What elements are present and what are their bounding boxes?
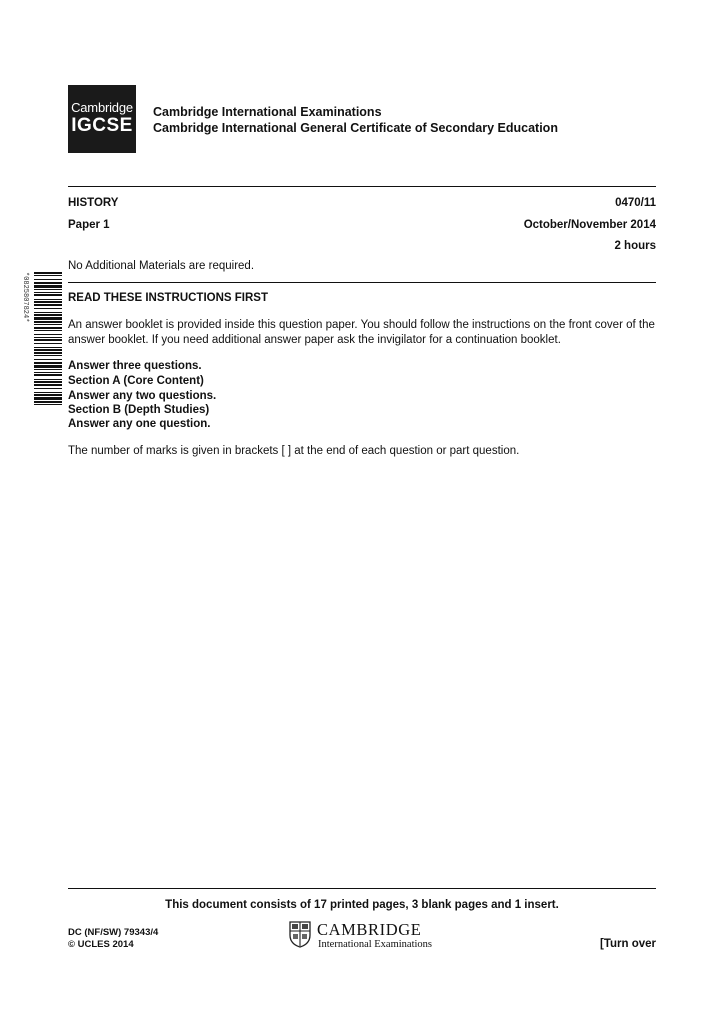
instructions-paragraph: An answer booklet is provided inside this question paper. You should follow the instructions on the front cover of the answer booklet. If you need additional answer paper ask the invigilator for a continuation booklet. [68, 319, 655, 346]
paper-number: Paper 1 [68, 219, 110, 231]
candidate-barcode [34, 272, 62, 406]
footer-rule [68, 888, 656, 889]
header-rule-top [68, 186, 656, 187]
barcode-icon [34, 272, 62, 406]
logo-line2: IGCSE [71, 115, 133, 136]
logo-line1: Cambridge [71, 100, 133, 115]
barcode-number [18, 272, 30, 406]
copyright: © UCLES 2014 [68, 939, 134, 950]
exam-session: October/November 2014 [523, 219, 656, 231]
section-a-label: Section A (Core Content) [68, 375, 204, 387]
cambridge-crest-icon [289, 921, 311, 948]
exam-board-header [153, 104, 558, 136]
turn-over-label: [Turn over [599, 938, 656, 950]
exam-duration: 2 hours [614, 240, 656, 252]
paper-code: 0470/11 [615, 197, 656, 209]
answer-one: Answer any one question. [68, 418, 211, 430]
cambridge-wordmark-subtitle: International Examinations [318, 939, 433, 950]
answer-two: Answer any two questions. [68, 390, 217, 402]
barcode-number-text: *0825807824* [21, 272, 29, 323]
page-count-note: This document consists of 17 printed pages, 3 blank pages and 1 insert. [165, 899, 559, 911]
materials-note: No Additional Materials are required. [68, 260, 255, 272]
cambridge-igcse-logo [68, 85, 136, 153]
board-line2: Cambridge International General Certificate of Secondary Education [153, 121, 558, 135]
document-reference: DC (NF/SW) 79343/4 [68, 927, 159, 938]
marks-note: The number of marks is given in brackets [ ] at the end of each question or part question. [68, 445, 520, 457]
subject: HISTORY [68, 197, 119, 209]
section-b-label: Section B (Depth Studies) [68, 404, 210, 416]
header-rule-bottom [68, 282, 656, 283]
instructions-heading: READ THESE INSTRUCTIONS FIRST [68, 292, 268, 304]
cambridge-wordmark: CAMBRIDGE [317, 920, 422, 939]
board-line1: Cambridge International Examinations [153, 105, 382, 119]
answer-three: Answer three questions. [68, 360, 202, 372]
